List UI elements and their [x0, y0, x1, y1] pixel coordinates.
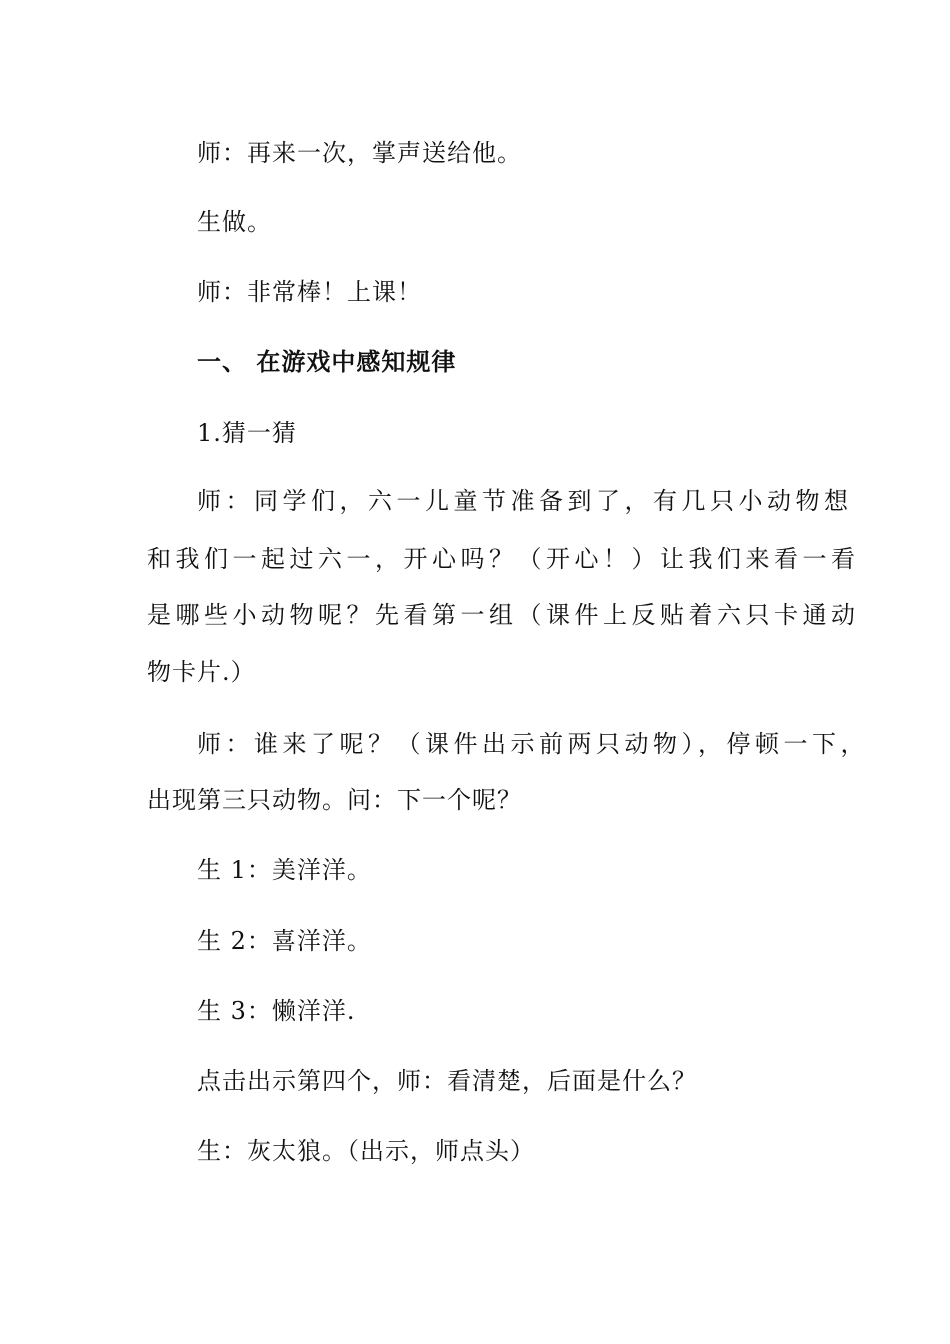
paragraph-line-5: 师：谁来了呢？（课件出示前两只动物），停顿一下，: [197, 730, 869, 758]
dialogue-line-click-fourth: 点击出示第四个，师：看清楚，后面是什么？: [197, 1067, 697, 1095]
dialogue-line-student-3: 生 3：懒洋洋.: [197, 997, 356, 1025]
paragraph-line-4: 物卡片.）: [147, 658, 256, 686]
dialogue-line-student-2: 生 2：喜洋洋。: [197, 927, 372, 955]
subsection-title: 1.猜一猜: [197, 419, 297, 447]
dialogue-line-student-1: 生 1：美洋洋。: [197, 856, 372, 884]
paragraph-line-3: 是哪些小动物呢？先看第一组（课件上反贴着六只卡通动: [147, 601, 860, 629]
dialogue-line-teacher-great: 师：非常棒！上课！: [197, 278, 422, 306]
paragraph-line-6: 出现第三只动物。问：下一个呢？: [147, 786, 522, 814]
dialogue-line-student-wolf: 生：灰太狼。（出示，师点头）: [197, 1137, 535, 1165]
section-heading: 一、 在游戏中感知规律: [197, 348, 457, 376]
dialogue-line-student-does: 生做。: [197, 208, 272, 236]
paragraph-line-2: 和我们一起过六一，开心吗？（开心！）让我们来看一看: [147, 545, 860, 573]
paragraph-line-1: 师：同学们，六一儿童节准备到了，有几只小动物想: [197, 487, 853, 515]
dialogue-line-teacher-again: 师：再来一次，掌声送给他。: [197, 139, 522, 167]
